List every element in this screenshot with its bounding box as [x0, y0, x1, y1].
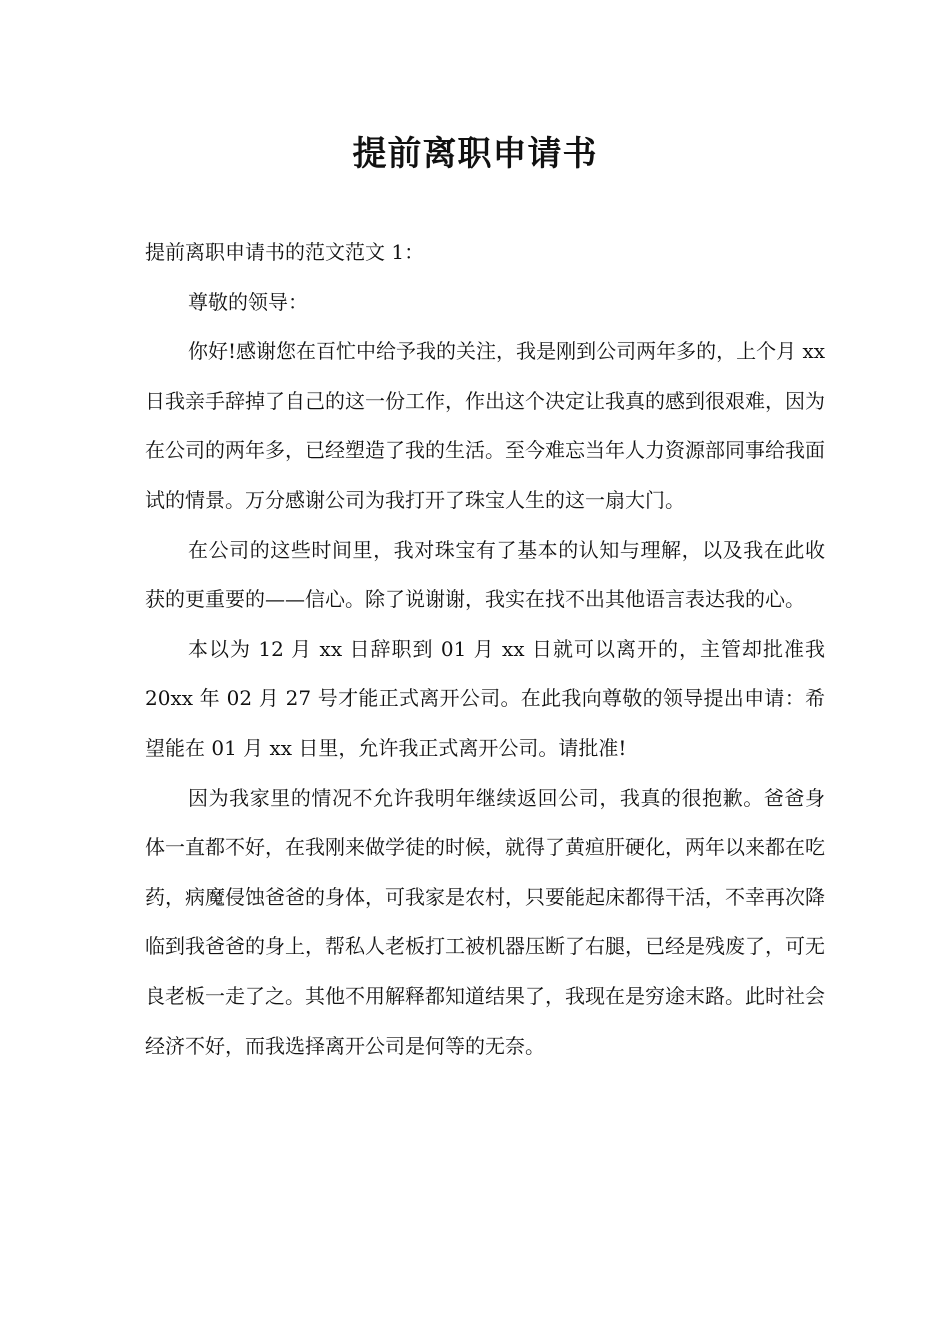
paragraph-4: 因为我家里的情况不允许我明年继续返回公司，我真的很抱歉。爸爸身体一直都不好，在我刚来做学徒的时候，就得了黄疸肝硬化，两年以来都在吃药，病魔侵蚀爸爸的身体，可我家是农村，只要能起床都得干活，不幸再次降临到我爸爸的身上，帮私人老板打工被机器压断了右腿，已经是残废了，可无良老板一走了之。其他不用解释都知道结果了，我现在是穷途末路。此时社会经济不好，而我选择离开公司是何等的无奈。	[145, 785, 825, 1058]
paragraph-2: 在公司的这些时间里，我对珠宝有了基本的认知与理解，以及我在此收获的更重要的——信心。除了说谢谢，我实在找不出其他语言表达我的心。	[145, 537, 825, 612]
salutation: 尊敬的领导：	[188, 289, 308, 314]
document-subtitle: 提前离职申请书的范文范文 1：	[145, 240, 425, 264]
document-body	[145, 228, 825, 1071]
document-title: 提前离职申请书	[352, 134, 598, 174]
paragraph-1: 你好!感谢您在百忙中给予我的关注，我是刚到公司两年多的，上个月 xx 日我亲手辞掉了自己的这一份工作，作出这个决定让我真的感到很艰难，因为在公司的两年多，已经塑造了我的生活。至今难忘当年人力资源部同事给我面试的情景。万分感谢公司为我打开了珠宝人生的这一扇大门。	[145, 339, 825, 512]
paragraph-3: 本以为 12 月 xx 日辞职到 01 月 xx 日就可以离开的，主管却批准我 20xx 年 02 月 27 号才能正式离开公司。在此我向尊敬的领导提出申请：希望能在 01 月 xx 日里，允许我正式离开公司。请批准!	[145, 636, 825, 760]
